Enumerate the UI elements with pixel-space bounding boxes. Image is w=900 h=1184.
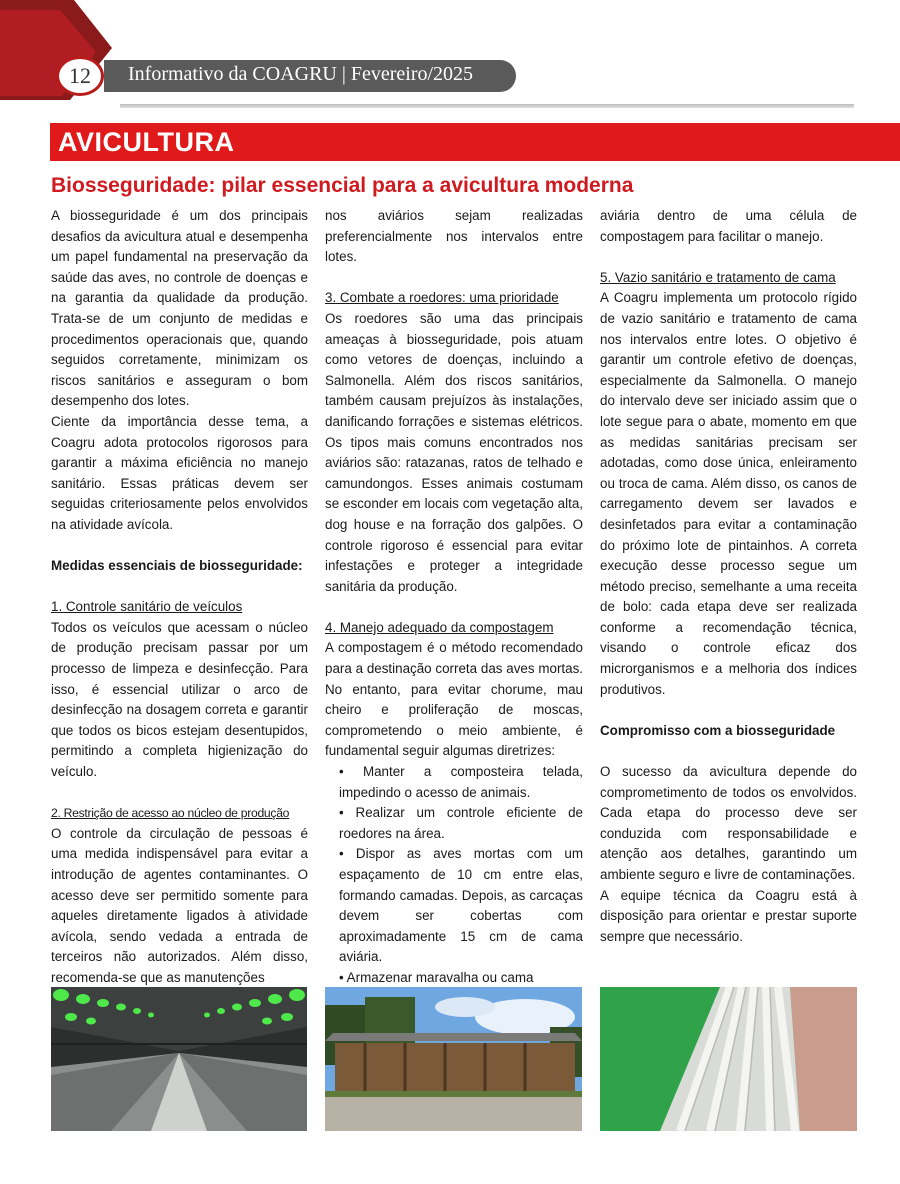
paragraph: nos aviários sejam realizadas preferencialmente nos intervalos entre lotes. xyxy=(325,208,583,265)
article-column-3 xyxy=(600,206,857,947)
paragraph: A compostagem é o método recomendado para a destinação correta das aves mortas. No entanto, para evitar chorume, mau cheiro e proliferação de moscas, comprometendo o meio ambiente, é fundamental seguir algumas diretrizes: xyxy=(325,640,583,759)
poultry-house-photo xyxy=(51,987,307,1131)
article-column-2 xyxy=(325,206,583,989)
paragraph: Todos os veículos que acessam o núcleo de produção precisam passar por um processo de limpeza e desinfecção. Para isso, é essencial utilizar o arco de desinfecção na dosagem correta e garantir que todos os bicos estejam desentupidos, permitindo a completa higienização do veículo. xyxy=(51,619,308,780)
publication-title: Informativo da COAGRU | Fevereiro/2025 xyxy=(128,63,474,85)
loading-pipes-photo xyxy=(600,987,857,1131)
list-item: • Manter a composteira telada, impedindo o acesso de animais. xyxy=(325,762,583,803)
paragraph: Os roedores são uma das principais ameaças à biosseguridade, pois atuam como vetores de doenças, incluindo a Salmonella. Além dos riscos sanitários, também causam prejuízos às instalações, danificando forrações e sistemas elétricos. Os tipos mais comuns encontrados nos aviários são: ratazanas, ratos de telhado e camundongos. Esses animais costumam se esconder em locais com vegetação alta, dog house e na forração dos galpões. O controle rigoroso é essencial para evitar infestações e proteger a integridade sanitária da produção. xyxy=(325,310,583,594)
list-item: • Dispor as aves mortas com um espaçamento de 10 cm entre elas, formando camadas. Depois, as carcaças devem ser cobertas com aproximadamente 15 cm de cama aviária. xyxy=(325,844,583,968)
subheading: 2. Restrição de acesso ao núcleo de produção xyxy=(51,806,290,821)
subheading: 1. Controle sanitário de veículos xyxy=(51,599,243,615)
paragraph: aviária dentro de uma célula de compostagem para facilitar o manejo. xyxy=(600,208,857,244)
subheading: Compromisso com a biosseguridade xyxy=(600,722,836,738)
paragraph: O controle da circulação de pessoas é uma medida indispensável para evitar a introdução de agentes contaminantes. O acesso deve ser permitido somente para aqueles diretamente ligados à atividade avícola, sendo vedada a entrada de terceiros não autorizados. Além disso, recomenda-se que as manutenções xyxy=(51,825,308,985)
paragraph: A equipe técnica da Coagru está à disposição para orientar e prestar suporte sempre que necessário. xyxy=(600,887,857,944)
section-title: AVICULTURA xyxy=(58,127,235,157)
compost-shed-photo xyxy=(325,987,582,1131)
paragraph: A biosseguridade é um dos principais desafios da avicultura atual e desempenha um papel fundamental na preservação da saúde das aves, no controle de doenças e na garantia da qualidade da produção. Trata-se de um conjunto de medidas e procedimentos operacionais que, quando seguidos corretamente, minimizam os riscos sanitários e asseguram o bom desempenho dos lotes. xyxy=(51,208,308,409)
list-item: • Armazenar maravalha ou cama xyxy=(325,968,583,989)
paragraph: Ciente da importância desse tema, a Coagru adota protocolos rigorosos para garantir a máxima eficiência no manejo sanitário. Essas práticas devem ser seguidas criteriosamente pelos envolvidos na atividade avícola. xyxy=(51,413,308,532)
article-column-1 xyxy=(51,206,308,989)
subheading: 3. Combate a roedores: uma prioridade xyxy=(325,290,559,306)
subheading: 4. Manejo adequado da compostagem xyxy=(325,619,554,635)
list-item: • Realizar um controle eficiente de roedores na área. xyxy=(325,803,583,844)
paragraph: O sucesso da avicultura depende do comprometimento de todos os envolvidos. Cada etapa do processo deve ser conduzida com responsabilidade e atenção aos detalhes, garantindo um ambiente seguro e livre de contaminações. xyxy=(600,764,857,882)
subheading: 5. Vazio sanitário e tratamento de cama xyxy=(600,269,836,285)
measures-heading: Medidas essenciais de biosseguridade: xyxy=(51,558,303,574)
article-headline: Biosseguridade: pilar essencial para a avicultura moderna xyxy=(51,174,634,197)
paragraph: A Coagru implementa um protocolo rígido de vazio sanitário e tratamento de cama nos intervalos entre lotes. O objetivo é garantir um controle efetivo de doenças, especialmente da Salmonella. O manejo do intervalo deve ser iniciado assim que o lote segue para o abate, momento em que as medidas sanitárias precisam ser adotadas, como dose única, enleiramento ou troca de cama. Além disso, os canos de carregamento devem ser lavados e desinfetados para evitar a contaminação do próximo lote de pintainhos. A correta execução desse processo segue um método preciso, semelhante a uma receita de bolo: cada etapa deve ser realizada conforme a recomendação técnica, visando o controle eficaz dos microrganismos e a melhoria dos índices produtivos. xyxy=(600,290,857,697)
header-divider xyxy=(120,104,854,108)
page-number: 12 xyxy=(56,56,104,96)
